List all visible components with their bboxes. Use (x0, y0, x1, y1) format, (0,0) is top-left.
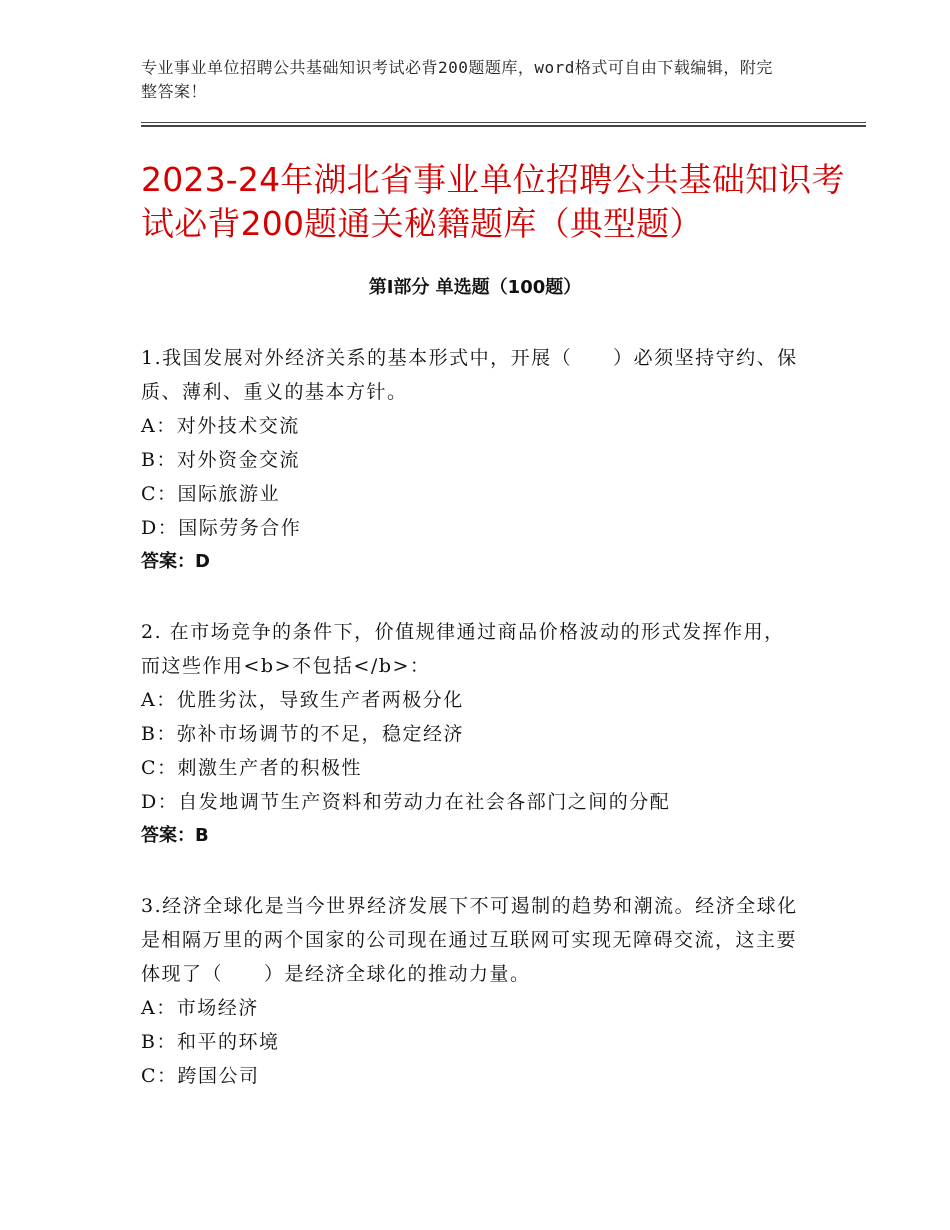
page-title: 2023-24年湖北省事业单位招聘公共基础知识考试必背200题通关秘籍题库（典型题） (141, 160, 845, 243)
question-3 (141, 889, 801, 1093)
option-b: B：和平的环境 (141, 1031, 280, 1053)
option-c: C：跨国公司 (141, 1065, 260, 1087)
option-a: A：市场经济 (141, 997, 259, 1019)
answer: 答案：D (141, 551, 210, 572)
option-b: B：对外资金交流 (141, 449, 300, 471)
question-text: 3.经济全球化是当今世界经济发展下不可遏制的趋势和潮流。经济全球化是相隔万里的两个国家的公司现在通过互联网可实现无障碍交流，这主要体现了（ ）是经济全球化的推动力量。 (141, 895, 798, 985)
question-list (141, 341, 801, 1129)
option-d: D：自发地调节生产资料和劳动力在社会各部门之间的分配 (141, 791, 671, 813)
section-title: 第Ⅰ部分 单选题（100题） (368, 277, 582, 298)
option-a: A：对外技术交流 (141, 415, 300, 437)
question-2 (141, 615, 801, 853)
option-c: C：刺激生产者的积极性 (141, 757, 363, 779)
question-text: 2. 在市场竞争的条件下，价值规律通过商品价格波动的形式发挥作用，而这些作用<b>不包括</b>： (141, 621, 785, 677)
question-1 (141, 341, 801, 579)
answer: 答案：B (141, 825, 209, 846)
question-text: 1.我国发展对外经济关系的基本形式中，开展（ ）必须坚持守约、保质、薄利、重义的基本方针。 (141, 347, 798, 403)
option-d: D：国际劳务合作 (141, 517, 302, 539)
header-rule-thick (141, 125, 866, 127)
option-b: B：弥补市场调节的不足，稳定经济 (141, 723, 464, 745)
option-c: C：国际旅游业 (141, 483, 281, 505)
option-a: A：优胜劣汰，导致生产者两极分化 (141, 689, 464, 711)
header-note: 专业事业单位招聘公共基础知识考试必背200题题库，word格式可自由下载编辑，附完整答案！ (141, 58, 773, 101)
header-rule (141, 122, 866, 123)
